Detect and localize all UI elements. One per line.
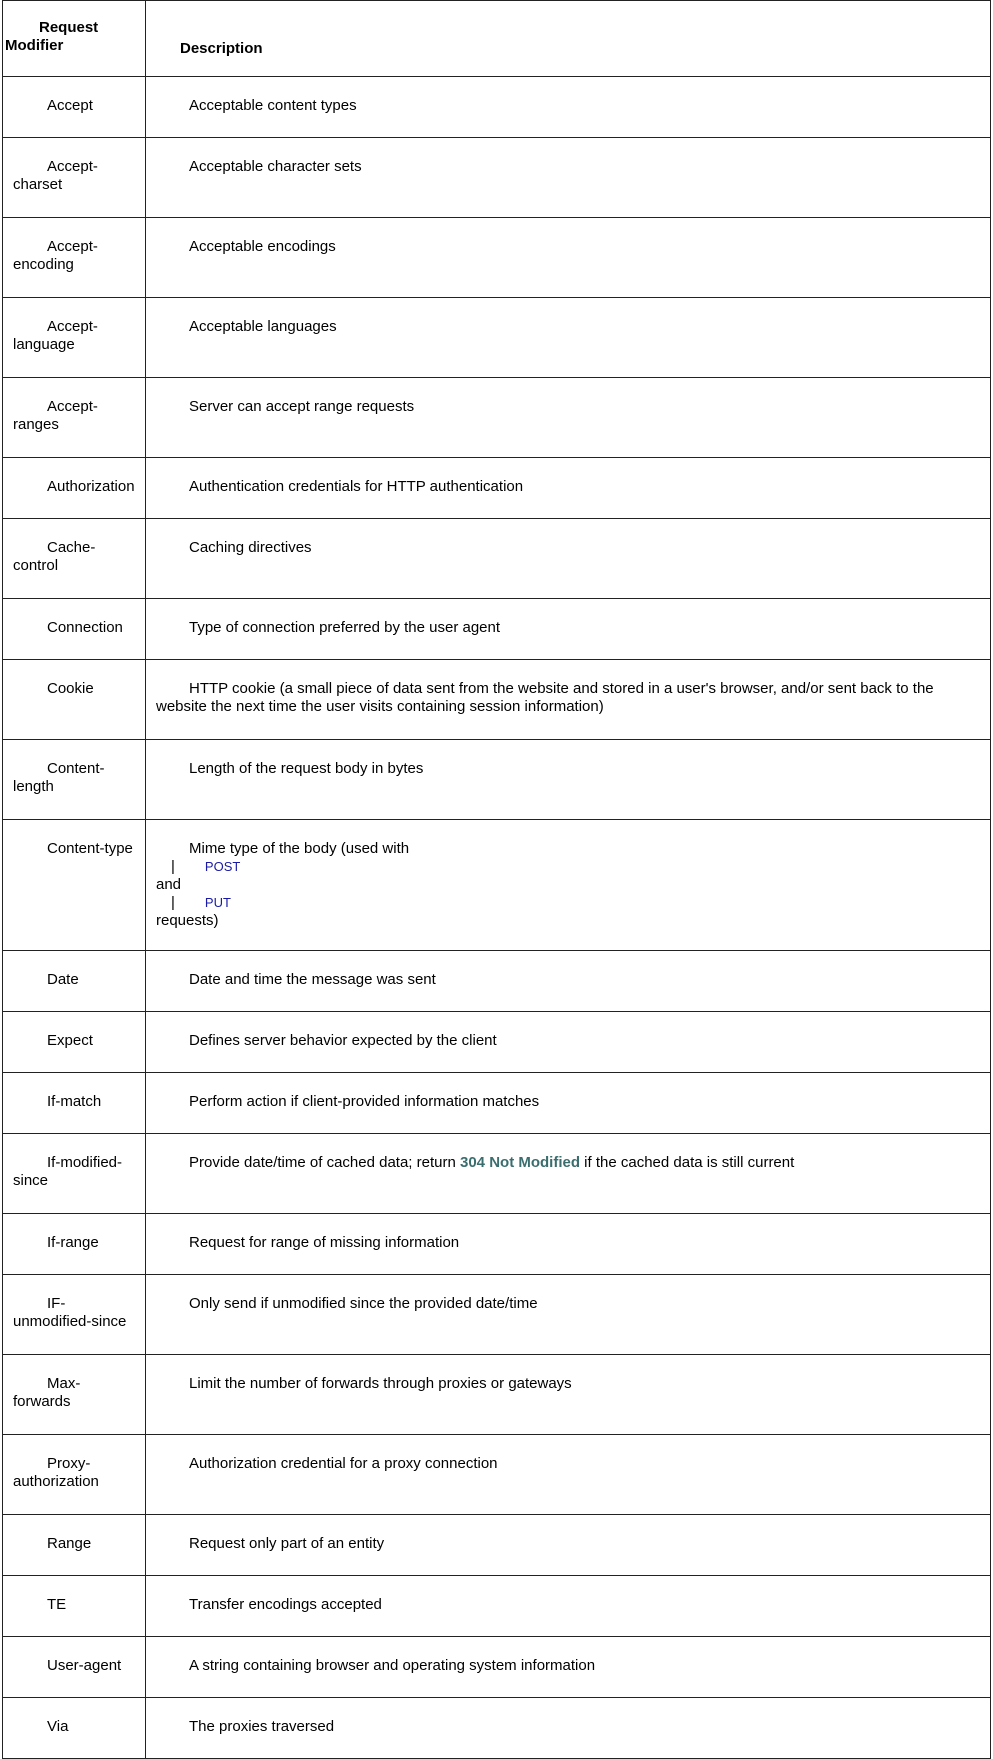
description-cell: Defines server behavior expected by the client — [146, 1012, 991, 1073]
table-row — [3, 1134, 991, 1214]
description-cell: Limit the number of forwards through proxies or gateways — [146, 1355, 991, 1435]
table-row — [3, 1073, 991, 1134]
table-row — [3, 820, 991, 951]
table-row — [3, 1275, 991, 1355]
description-cell: A string containing browser and operating system information — [146, 1637, 991, 1698]
table-row — [3, 1012, 991, 1073]
header-modifier-line1: Request — [39, 19, 99, 36]
table-row — [3, 77, 991, 138]
modifier-cell: IF- unmodified-since — [3, 1275, 146, 1355]
header-modifier — [3, 1, 146, 77]
description-cell: Acceptable content types — [146, 77, 991, 138]
modifier-cell: Authorization — [3, 458, 146, 519]
table-row — [3, 1355, 991, 1435]
modifier-cell: Proxy- authorization — [3, 1435, 146, 1515]
description-cell: Mime type of the body (used with | POST and | PUT requests) — [146, 820, 991, 951]
table-row — [3, 740, 991, 820]
modifier-cell: Range — [3, 1515, 146, 1576]
modifier-cell: Accept- charset — [3, 138, 146, 218]
description-cell: Length of the request body in bytes — [146, 740, 991, 820]
description-cell: Acceptable languages — [146, 298, 991, 378]
table-row — [3, 660, 991, 740]
description-cell: HTTP cookie (a small piece of data sent from the website and stored in a user's browser, and/or sent back to the website the next time the user visits containing session information) — [146, 660, 991, 740]
description-cell: Date and time the message was sent — [146, 951, 991, 1012]
description-cell: The proxies traversed — [146, 1698, 991, 1759]
table-row — [3, 378, 991, 458]
modifier-cell: TE — [3, 1576, 146, 1637]
table-row — [3, 1435, 991, 1515]
description-cell: Transfer encodings accepted — [146, 1576, 991, 1637]
table-row — [3, 1214, 991, 1275]
description-cell: Request for range of missing information — [146, 1214, 991, 1275]
description-cell: Acceptable character sets — [146, 138, 991, 218]
put-method-link[interactable]: PUT — [204, 895, 231, 910]
modifier-cell: Accept- ranges — [3, 378, 146, 458]
modifier-cell: If-range — [3, 1214, 146, 1275]
header-modifier-line2: Modifier — [5, 37, 64, 54]
description-cell: Provide date/time of cached data; return 304 Not Modified if the cached data is still current — [146, 1134, 991, 1214]
modifier-cell: Expect — [3, 1012, 146, 1073]
description-cell: Type of connection preferred by the user agent — [146, 599, 991, 660]
description-cell: Only send if unmodified since the provided date/time — [146, 1275, 991, 1355]
description-cell: Authorization credential for a proxy connection — [146, 1435, 991, 1515]
description-cell: Request only part of an entity — [146, 1515, 991, 1576]
table-row — [3, 1637, 991, 1698]
modifier-cell: Content-type — [3, 820, 146, 951]
modifier-cell: Date — [3, 951, 146, 1012]
request-modifier-table — [2, 0, 991, 1759]
table-row — [3, 298, 991, 378]
table-row — [3, 519, 991, 599]
modifier-cell: Accept- language — [3, 298, 146, 378]
table-row — [3, 1576, 991, 1637]
table-row — [3, 218, 991, 298]
modifier-cell: Via — [3, 1698, 146, 1759]
modifier-cell: Cache- control — [3, 519, 146, 599]
modifier-cell: If-match — [3, 1073, 146, 1134]
description-cell: Perform action if client-provided information matches — [146, 1073, 991, 1134]
table-row — [3, 1698, 991, 1759]
modifier-cell: Content- length — [3, 740, 146, 820]
table-row — [3, 599, 991, 660]
post-method-link[interactable]: POST — [204, 859, 241, 874]
table-row — [3, 1515, 991, 1576]
modifier-cell: Connection — [3, 599, 146, 660]
modifier-cell: Cookie — [3, 660, 146, 740]
status-304-link[interactable]: 304 Not Modified — [460, 1154, 581, 1171]
modifier-cell: User-agent — [3, 1637, 146, 1698]
table-row — [3, 138, 991, 218]
modifier-cell: Max- forwards — [3, 1355, 146, 1435]
description-cell: Authentication credentials for HTTP authentication — [146, 458, 991, 519]
header-description — [146, 1, 991, 77]
description-cell: Server can accept range requests — [146, 378, 991, 458]
table-header-row — [3, 1, 991, 77]
modifier-cell: If-modified- since — [3, 1134, 146, 1214]
modifier-cell: Accept — [3, 77, 146, 138]
header-description-label: Description — [180, 40, 263, 57]
table-row — [3, 458, 991, 519]
description-cell: Caching directives — [146, 519, 991, 599]
description-cell: Acceptable encodings — [146, 218, 991, 298]
modifier-cell: Accept- encoding — [3, 218, 146, 298]
table-row — [3, 951, 991, 1012]
